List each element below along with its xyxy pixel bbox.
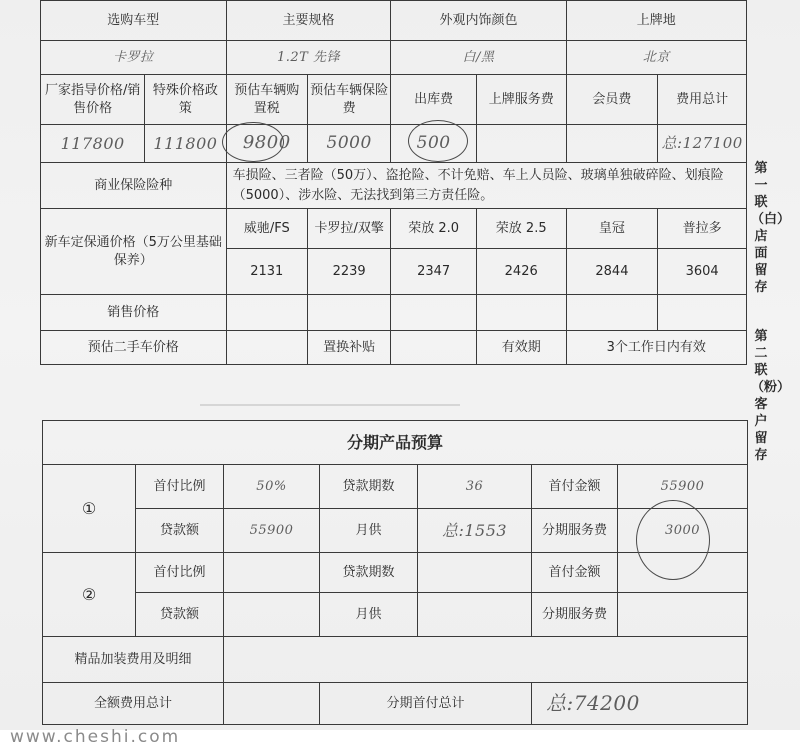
- warranty-price: 2131: [226, 249, 307, 295]
- sale-price-cell: [658, 295, 747, 331]
- validity-label: 有效期: [476, 331, 566, 365]
- out-fee-value: 500: [391, 125, 477, 163]
- plate-place-header: 上牌地: [566, 1, 746, 41]
- service-fee-value: 3000: [618, 509, 748, 553]
- warranty-model: 皇冠: [566, 209, 658, 249]
- budget-title: 分期产品预算: [43, 421, 748, 465]
- used-car-row: [41, 331, 747, 365]
- spec-handwritten: 1.2T 先锋: [226, 41, 391, 75]
- warranty-model: 普拉多: [658, 209, 747, 249]
- commercial-insurance-row: [41, 163, 747, 209]
- loan-term-value: 36: [418, 465, 532, 509]
- fee-label-row: [41, 75, 747, 125]
- plate-place-handwritten: 北京: [566, 41, 746, 75]
- trade-in-subsidy-label: 置换补贴: [307, 331, 390, 365]
- validity-value: 3个工作日内有效: [566, 331, 746, 365]
- color-handwritten: 白/黑: [391, 41, 566, 75]
- total-fee-label: 费用总计: [658, 75, 747, 125]
- warranty-model: 卡罗拉/双擎: [307, 209, 390, 249]
- special-price-label: 特殊价格政策: [145, 75, 226, 125]
- purchase-tax-label: 预估车辆购置税: [226, 75, 307, 125]
- used-car-value: [226, 331, 307, 365]
- service-fee-label: 分期服务费: [532, 593, 618, 637]
- spec-header: 主要规格: [226, 1, 391, 41]
- installment-total-value: 总:74200: [532, 683, 748, 725]
- warranty-model: 威驰/FS: [226, 209, 307, 249]
- loan-term-value: [418, 553, 532, 593]
- member-fee-value: [566, 125, 658, 163]
- monthly-payment-label: 月供: [320, 509, 418, 553]
- member-fee-label: 会员费: [566, 75, 658, 125]
- plan1-row1: [43, 465, 748, 509]
- plan1-marker: ①: [43, 465, 136, 553]
- sale-price-cell: [391, 295, 477, 331]
- model-header: 选购车型: [41, 1, 227, 41]
- loan-amount-value: 55900: [224, 509, 320, 553]
- budget-title-row: [43, 421, 748, 465]
- sale-price-label: 销售价格: [41, 295, 227, 331]
- down-ratio-label: 首付比例: [136, 465, 224, 509]
- service-fee-value: [618, 593, 748, 637]
- quote-form: [40, 0, 747, 365]
- full-total-label: 全额费用总计: [43, 683, 224, 725]
- accessory-row: [43, 637, 748, 683]
- bleed-through-mark: [200, 392, 460, 406]
- accessory-value: [224, 637, 748, 683]
- handwritten-circle: [408, 120, 468, 162]
- warranty-model: 荣放 2.5: [476, 209, 566, 249]
- warranty-price: 3604: [658, 249, 747, 295]
- copy2-note: 第二联（粉）客户留存: [751, 329, 791, 463]
- down-amount-label: 首付金额: [532, 465, 618, 509]
- sale-price-cell: [476, 295, 566, 331]
- insurance-fee-label: 预估车辆保险费: [307, 75, 390, 125]
- loan-amount-label: 贷款额: [136, 593, 224, 637]
- down-ratio-label: 首付比例: [136, 553, 224, 593]
- full-total-value: [224, 683, 320, 725]
- down-ratio-value: 50%: [224, 465, 320, 509]
- sale-price-cell: [307, 295, 390, 331]
- handwritten-circle: [636, 500, 710, 580]
- plate-service-label: 上牌服务费: [476, 75, 566, 125]
- insurance-fee-value: 5000: [307, 125, 390, 163]
- msrp-label: 厂家指导价格/销售价格: [41, 75, 145, 125]
- plan2-marker: ②: [43, 553, 136, 637]
- used-car-label: 预估二手车价格: [41, 331, 227, 365]
- msrp-value: 117800: [41, 125, 145, 163]
- down-amount-value: 55900: [618, 465, 748, 509]
- trade-in-subsidy-value: [391, 331, 477, 365]
- special-price-value: 111800: [145, 125, 226, 163]
- monthly-payment-value: [418, 593, 532, 637]
- site-watermark: www.cheshi.com: [10, 727, 181, 747]
- accessory-label: 精品加装费用及明细: [43, 637, 224, 683]
- warranty-price: 2239: [307, 249, 390, 295]
- installment-budget-form: [42, 420, 748, 725]
- service-fee-label: 分期服务费: [532, 509, 618, 553]
- sale-price-cell: [226, 295, 307, 331]
- warranty-model: 荣放 2.0: [391, 209, 477, 249]
- down-amount-label: 首付金额: [532, 553, 618, 593]
- out-fee-label: 出库费: [391, 75, 477, 125]
- loan-amount-label: 贷款额: [136, 509, 224, 553]
- monthly-payment-value: 总:1553: [418, 509, 532, 553]
- warranty-label: 新车定保通价格（5万公里基础保养）: [41, 209, 227, 295]
- loan-amount-value: [224, 593, 320, 637]
- warranty-price: 2347: [391, 249, 477, 295]
- sale-price-row: [41, 295, 747, 331]
- plan2-row2: [43, 593, 748, 637]
- fee-value-row: [41, 125, 747, 163]
- monthly-payment-label: 月供: [320, 593, 418, 637]
- installment-total-label: 分期首付总计: [320, 683, 532, 725]
- plate-service-value: [476, 125, 566, 163]
- warranty-price: 2844: [566, 249, 658, 295]
- header-row: [41, 1, 747, 41]
- loan-term-label: 贷款期数: [320, 553, 418, 593]
- total-fee-value: 总:127100: [658, 125, 747, 163]
- sale-price-cell: [566, 295, 658, 331]
- warranty-price: 2426: [476, 249, 566, 295]
- color-header: 外观内饰颜色: [391, 1, 566, 41]
- copy1-note: 第一联（白）店面留存: [751, 161, 791, 295]
- commercial-insurance-label: 商业保险险种: [41, 163, 227, 209]
- handwritten-circle: [222, 122, 284, 162]
- handwritten-row: [41, 41, 747, 75]
- total-row: [43, 683, 748, 725]
- model-handwritten: 卡罗拉: [41, 41, 227, 75]
- purchase-tax-value: 9800: [226, 125, 307, 163]
- loan-term-label: 贷款期数: [320, 465, 418, 509]
- down-ratio-value: [224, 553, 320, 593]
- commercial-insurance-text: 车损险、三者险（50万）、盗抢险、不计免赔、车上人员险、玻璃单独破碎险、划痕险（5000）、涉水险、无法找到第三方责任险。: [226, 163, 746, 209]
- warranty-model-row: [41, 209, 747, 249]
